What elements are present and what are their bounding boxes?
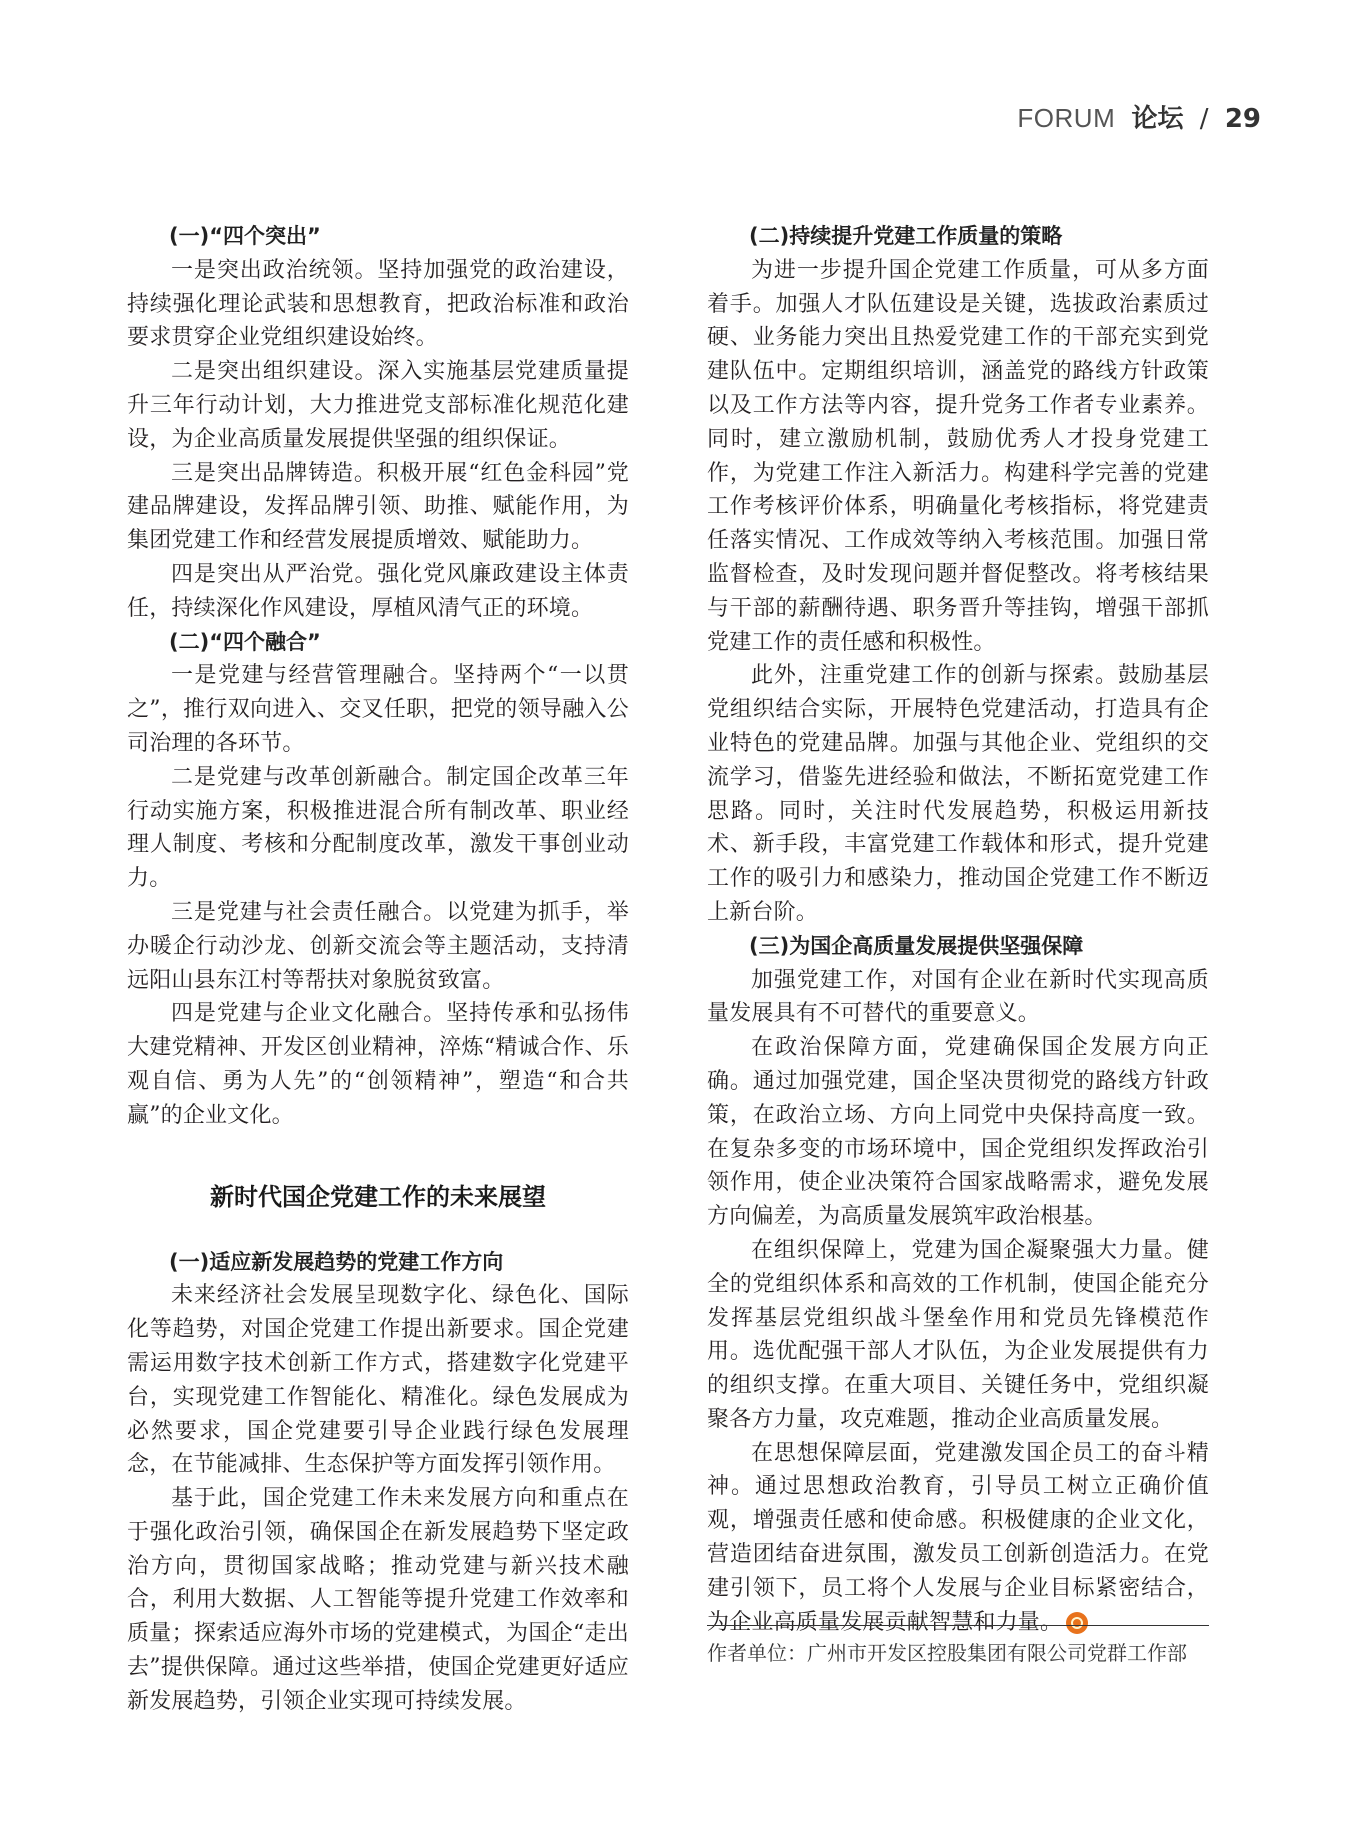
subheading-four-prominent: (一)“四个突出” <box>169 224 321 248</box>
subheading-four-integrations: (二)“四个融合” <box>169 629 321 654</box>
paragraph: 三是突出品牌铸造。积极开展“红色金科园”党建品牌建设，发挥品牌引领、助推、赋能作用，为集团党建工作和经营发展提质增效、赋能助力。 <box>127 460 629 554</box>
circular-seal-icon <box>1066 1612 1088 1634</box>
subheading-guarantee: (三)为国企高质量发展提供坚强保障 <box>749 933 1084 958</box>
paragraph: 三是党建与社会责任融合。以党建为抓手，举办暖企行动沙龙、创新交流会等主题活动，支持清远阳山县东江村等帮扶对象脱贫致富。 <box>127 899 629 993</box>
right-column <box>707 220 1209 1639</box>
paragraph: 在组织保障上，党建为国企凝聚强大力量。健全的党组织体系和高效的工作机制，使国企能充分发挥基层党组织战斗堡垒作用和党员先锋模范作用。选优配强干部人才队伍，为企业发展提供有力的组织支撑。在重大项目、关键任务中，党组织凝聚各方力量，攻克难题，推动企业高质量发展。 <box>707 1237 1209 1432</box>
paragraph: 四是突出从严治党。强化党风廉政建设主体责任，持续深化作风建设，厚植风清气正的环境。 <box>127 561 629 621</box>
paragraph: 基于此，国企党建工作未来发展方向和重点在于强化政治引领，确保国企在新发展趋势下坚定政治方向，贯彻国家战略；推动党建与新兴技术融合，利用大数据、人工智能等提升党建工作效率和质量；探索适应海外市场的党建模式，为国企“走出去”提供保障。通过这些举措，使国企党建更好适应新发展趋势，引领企业实现可持续发展。 <box>127 1486 629 1714</box>
left-column <box>127 220 629 1719</box>
subheading-adapt-trends: (一)适应新发展趋势的党建工作方向 <box>169 1249 504 1274</box>
header-separator: / <box>1199 104 1209 134</box>
paragraph: 未来经济社会发展呈现数字化、绿色化、国际化等趋势，对国企党建工作提出新要求。国企党建需运用数字技术创新工作方式，搭建数字化党建平台，实现党建工作智能化、精准化。绿色发展成为必然要求，国企党建要引导企业践行绿色发展理念，在节能减排、生态保护等方面发挥引领作用。 <box>127 1283 629 1478</box>
subheading-strategy: (二)持续提升党建工作质量的策略 <box>749 224 1063 248</box>
paragraph-final-text: 在思想保障层面，党建激发国企员工的奋斗精神。通过思想政治教育，引导员工树立正确价值观，增强责任感和使命感。积极健康的企业文化，营造团结奋进氛围，激发员工创新创造活力。在党建引领下，员工将个人发展与企业目标紧密结合，为企业高质量发展贡献智慧和力量。 <box>707 1440 1209 1635</box>
paragraph: 四是党建与企业文化融合。坚持传承和弘扬伟大建党精神、开发区创业精神，淬炼“精诚合作、乐观自信、勇为人先”的“创领精神”，塑造“和合共赢”的企业文化。 <box>127 1001 629 1128</box>
author-affiliation: 作者单位：广州市开发区控股集团有限公司党群工作部 <box>707 1641 1187 1665</box>
paragraph: 二是党建与改革创新融合。制定国企改革三年行动实施方案，积极推进混合所有制改革、职业经理人制度、考核和分配制度改革，激发干事创业动力。 <box>127 764 629 892</box>
section-title: 新时代国企党建工作的未来展望 <box>210 1182 546 1211</box>
paragraph-final <box>707 1437 1209 1640</box>
paragraph: 为进一步提升国企党建工作质量，可从多方面着手。加强人才队伍建设是关键，选拔政治素质过硬、业务能力突出且热爱党建工作的干部充实到党建队伍中。定期组织培训，涵盖党的路线方针政策以及工作方法等内容，提升党务工作者专业素养。同时，建立激励机制，鼓励优秀人才投身党建工作，为党建工作注入新活力。构建科学完善的党建工作考核评价体系，明确量化考核指标，将党建责任落实情况、工作成效等纳入考核范围。加强日常监督检查，及时发现问题并督促整改。将考核结果与干部的薪酬待遇、职务晋升等挂钩，增强干部抓党建工作的责任感和积极性。 <box>707 257 1209 655</box>
paragraph: 一是党建与经营管理融合。坚持两个“一以贯之”，推行双向进入、交叉任职，把党的领导融入公司治理的各环节。 <box>127 663 629 756</box>
footnote-rule <box>707 1625 1209 1626</box>
paragraph: 一是突出政治统领。坚持加强党的政治建设，持续强化理论武装和思想教育，把政治标准和政治要求贯穿企业党组织建设始终。 <box>127 257 629 351</box>
header-section-cn: 论坛 <box>1131 104 1184 134</box>
paragraph: 此外，注重党建工作的创新与探索。鼓励基层党组织结合实际，开展特色党建活动，打造具有企业特色的党建品牌。加强与其他企业、党组织的交流学习，借鉴先进经验和做法，不断拓宽党建工作思路。同时，关注时代发展趋势，积极运用新技术、新手段，丰富党建工作载体和形式，提升党建工作的吸引力和感染力，推动国企党建工作不断迈上新台阶。 <box>707 663 1209 925</box>
paragraph: 在政治保障方面，党建确保国企发展方向正确。通过加强党建，国企坚决贯彻党的路线方针政策，在政治立场、方向上同党中央保持高度一致。在复杂多变的市场环境中，国企党组织发挥政治引领作用，使企业决策符合国家战略需求，避免发展方向偏差，为高质量发展筑牢政治根基。 <box>707 1035 1209 1230</box>
page-number: 29 <box>1224 104 1261 134</box>
paragraph: 二是突出组织建设。深入实施基层党建质量提升三年行动计划，大力推进党支部标准化规范化建设，为企业高质量发展提供坚强的组织保证。 <box>127 359 629 452</box>
paragraph: 加强党建工作，对国有企业在新时代实现高质量发展具有不可替代的重要意义。 <box>707 967 1209 1027</box>
running-header <box>1017 98 1261 135</box>
header-forum: FORUM <box>1017 103 1116 133</box>
